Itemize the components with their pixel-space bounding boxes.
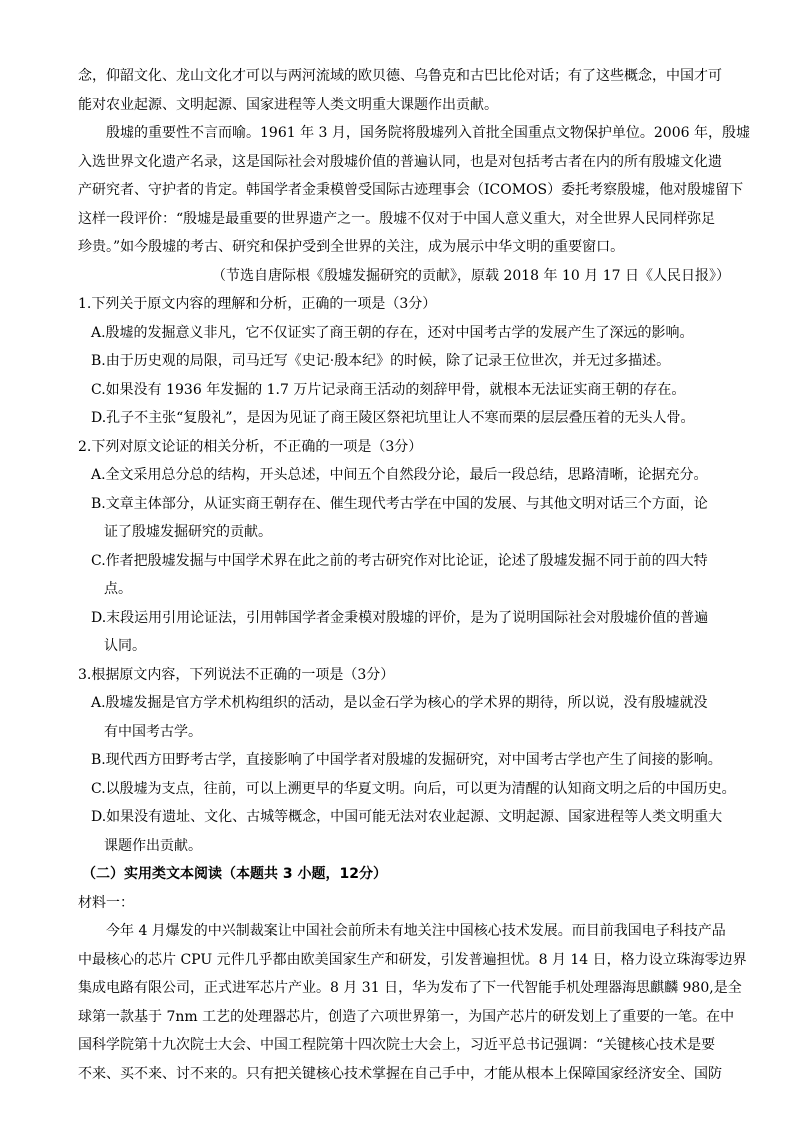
question-stem: 2.下列对原文论证的相关分析，不正确的一项是（3分） (78, 438, 423, 455)
option-b: B.文章主体部分，从证实商王朝存在、催生现代考古学在中国的发展、与其他文明对话三个方面，论 (91, 495, 708, 512)
exam-page (78, 62, 750, 1088)
paragraph-1 (78, 62, 728, 119)
option-d: D.如果没有遗址、文化、古城等概念，中国可能无法对农业起源、文明起源、国家进程等人类文明重大 (91, 809, 723, 825)
question-1 (78, 290, 728, 433)
text-line: 殷墟的重要性不言而喻。1961 年 3 月，国务院将殷墟列入首批全国重点文物保护单位。2006 年，殷墟 (106, 125, 750, 141)
source-citation: （节选自唐际根《殷墟发掘研究的贡献》，原载 2018 年 10 月 17 日《人民日报》） (212, 267, 730, 284)
section-heading: （二）实用类文本阅读（本题共 3 小题，12分） (82, 866, 387, 882)
option-c: C.作者把殷墟发掘与中国学术界在此之前的考古研究作对比论证，论述了殷墟发掘不同于前的四大特 (91, 552, 708, 569)
text-line: 念，仰韶文化、龙山文化才可以与两河流域的欧贝德、乌鲁克和古巴比伦对话；有了这些概念，中国才可 (78, 68, 722, 84)
option-b-continued: 证了殷墟发掘研究的贡献。 (104, 524, 272, 540)
material-label: 材料一： (78, 894, 134, 911)
option-c: C.以殷墟为支点，往前，可以上溯更早的华夏文明。向后，可以更为清醒的认知商文明之后的中国历史。 (91, 780, 736, 797)
text-line: 球第一款基于 7nm 工艺的处理器芯片，创造了六项世界第一，为国产芯片的研发划上了重要的一笔。在中 (78, 1008, 735, 1025)
option-a: A.殷墟的发掘意义非凡，它不仅证实了商王朝的存在，还对中国考古学的发展产生了深远的影响。 (91, 324, 694, 341)
text-line: 能对农业起源、文明起源、国家进程等人类文明重大课题作出贡献。 (78, 96, 498, 113)
option-a: A.全文采用总分总的结构，开头总述，中间五个自然段分论，最后一段总结，思路清晰，论据充分。 (91, 467, 708, 483)
paragraph-2 (78, 119, 750, 262)
option-c-continued: 点。 (104, 581, 132, 597)
section-2 (78, 860, 747, 1088)
option-d-continued: 课题作出贡献。 (104, 837, 202, 854)
option-a-continued: 有中国考古学。 (104, 723, 202, 740)
text-line: 集成电路有限公司，正式进军芯片产业。8 月 31 日，华为发布了下一代智能手机处理器海思麒麟 980,是全 (78, 980, 742, 996)
option-d-continued: 认同。 (104, 638, 146, 654)
text-line: 产研究者、守护者的肯定。韩国学者金秉模曾受国际古迹理事会（ICOMOS）委托考察殷墟，他对殷墟留下 (78, 182, 744, 198)
question-3 (78, 661, 736, 861)
option-c: C.如果没有 1936 年发掘的 1.7 万片记录商王活动的刻辞甲骨，就根本无法证实商王朝的存在。 (91, 381, 686, 398)
option-b: B.现代西方田野考古学，直接影响了中国学者对殷墟的发掘研究，对中国考古学也产生了间接的影响。 (91, 752, 722, 768)
question-stem: 3.根据原文内容，下列说法不正确的一项是（3分） (78, 666, 395, 683)
text-line: 入选世界文化遗产名录，这是国际社会对殷墟价值的普遍认同，也是对包括考古者在内的所有殷墟文化遗 (78, 153, 722, 170)
question-2 (78, 433, 728, 661)
option-b: B.由于历史观的局限，司马迁写《史记·殷本纪》的时候，除了记录王位世次，并无过多描述。 (91, 353, 671, 369)
option-d: D.孔子不主张“复殷礼”，是因为见证了商王陵区祭祀坑里让人不寒而栗的层层叠压着的无头人骨。 (91, 410, 695, 426)
text-line: 今年 4 月爆发的中兴制裁案让中国社会前所未有地关注中国核心技术发展。而目前我国电子科技产品 (106, 923, 726, 939)
text-line: 中最核心的芯片 CPU 元件几乎都由欧美国家生产和研发，引发普遍担忧。8 月 14 日，格力设立珠海零边界 (78, 951, 747, 968)
question-stem: 1.下列关于原文内容的理解和分析，正确的一项是（3分） (78, 296, 437, 312)
text-line: 不来、买不来、讨不来的。只有把关键核心技术掌握在自己手中，才能从根本上保障国家经济安全、国防 (78, 1065, 722, 1082)
text-line: 珍贵。”如今殷墟的考古、研究和保护受到全世界的关注，成为展示中华文明的重要窗口。 (78, 239, 625, 255)
option-a: A.殷墟发掘是官方学术机构组织的活动，是以金石学为核心的学术界的期待，所以说，没有殷墟就没 (91, 695, 708, 711)
text-line: 这样一段评价：“殷墟是最重要的世界遗产之一。殷墟不仅对于中国人意义重大，对全世界人民同样弥足 (78, 210, 716, 227)
text-line: 国科学院第十九次院士大会、中国工程院第十四次院士大会上，习近平总书记强调：“关键核心技术是要 (78, 1037, 716, 1053)
option-d: D.末段运用引用论证法，引用韩国学者金秉模对殷墟的评价，是为了说明国际社会对殷墟价值的普遍 (91, 609, 709, 626)
